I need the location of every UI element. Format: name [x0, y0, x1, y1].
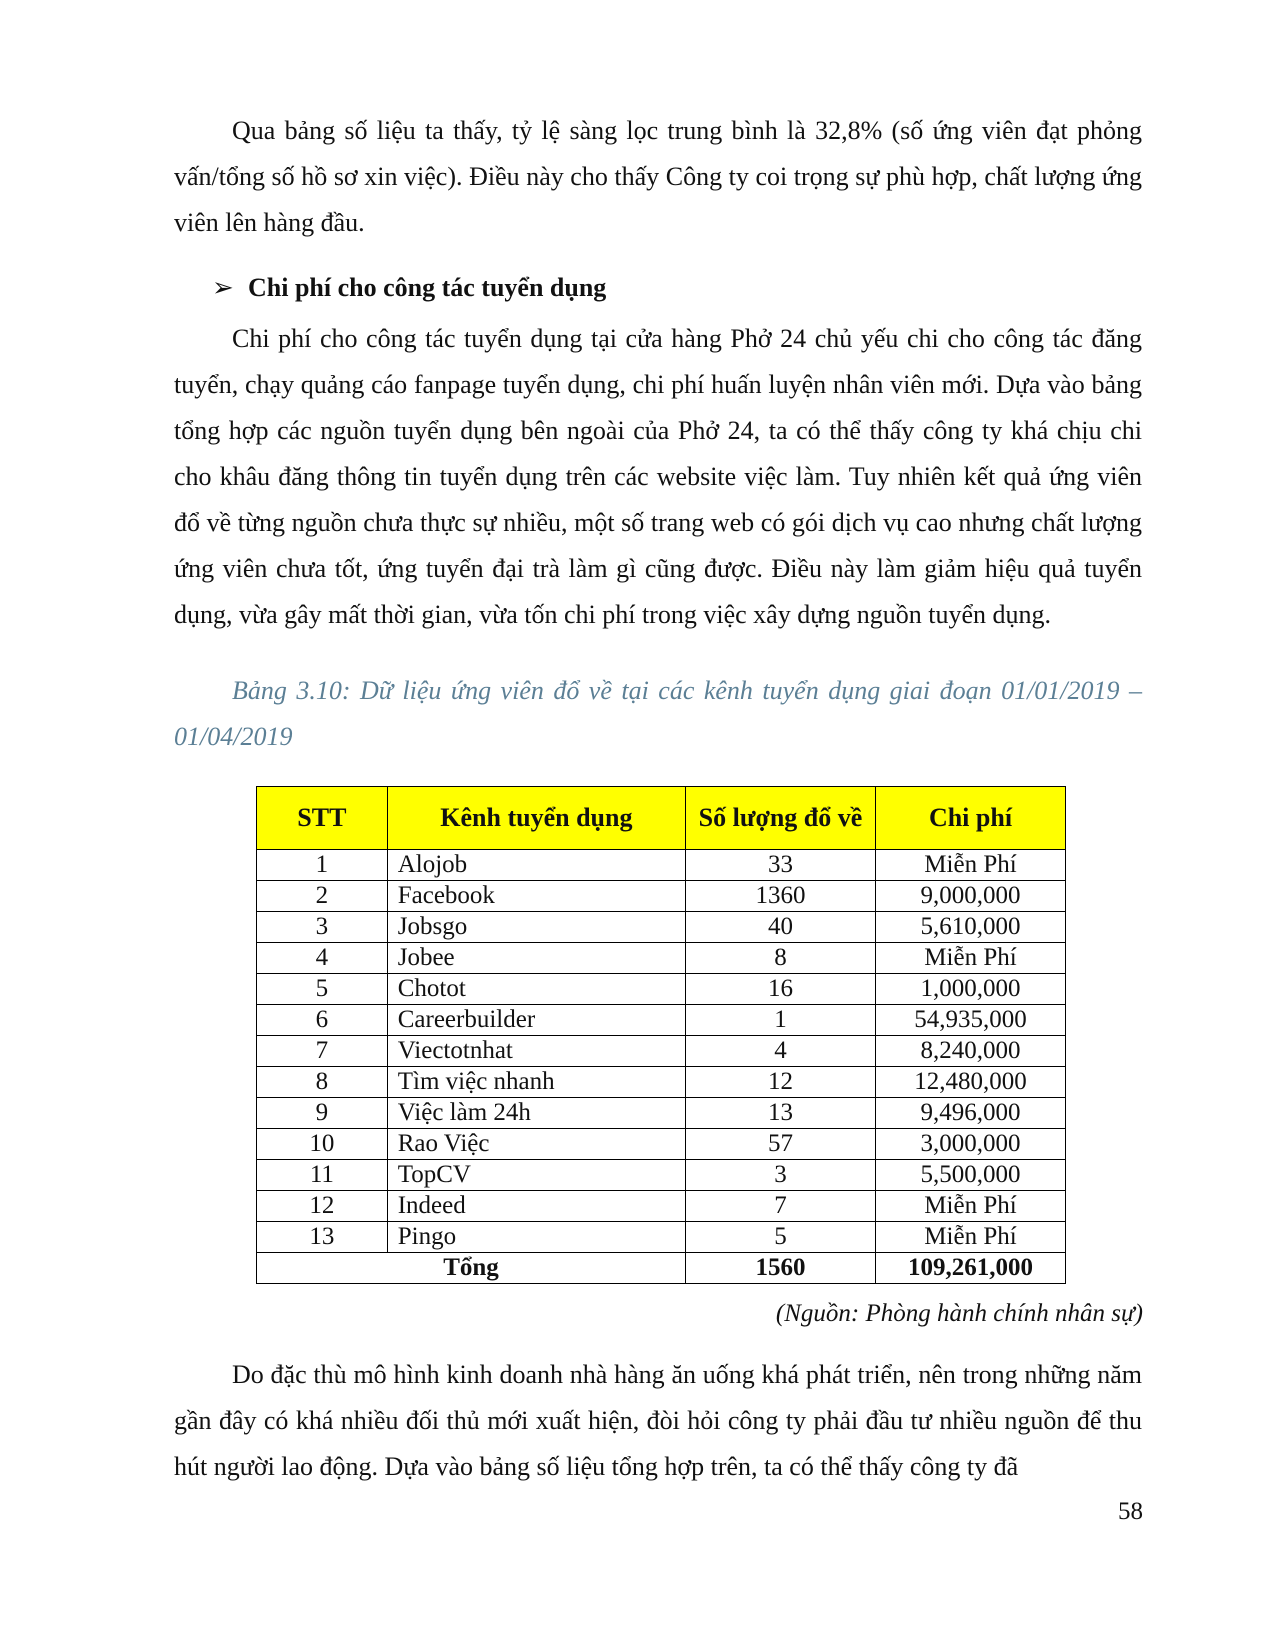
- cell-stt: 1: [257, 850, 388, 881]
- recruitment-channels-table: [256, 786, 1066, 1284]
- cell-cost: 5,500,000: [875, 1160, 1065, 1191]
- page-number: 58: [1118, 1498, 1143, 1525]
- cell-stt: 6: [257, 1005, 388, 1036]
- cell-channel: Pingo: [387, 1222, 685, 1253]
- cell-count: 7: [686, 1191, 876, 1222]
- section-heading-text: Chi phí cho công tác tuyển dụng: [248, 273, 607, 302]
- cell-channel: TopCV: [387, 1160, 685, 1191]
- cell-cost: Miễn Phí: [875, 943, 1065, 974]
- cell-cost: Miễn Phí: [875, 1222, 1065, 1253]
- cell-cost: 12,480,000: [875, 1067, 1065, 1098]
- cell-count: 40: [686, 912, 876, 943]
- cell-stt: 4: [257, 943, 388, 974]
- cell-count: 1: [686, 1005, 876, 1036]
- header-count: Số lượng đổ về: [686, 787, 876, 850]
- cell-channel: Alojob: [387, 850, 685, 881]
- cell-channel: Jobsgo: [387, 912, 685, 943]
- table-row: [257, 881, 1066, 912]
- arrow-bullet-icon: ➢: [212, 273, 234, 302]
- cell-cost: Miễn Phí: [875, 850, 1065, 881]
- cell-channel: Careerbuilder: [387, 1005, 685, 1036]
- cell-cost: Miễn Phí: [875, 1191, 1065, 1222]
- table-caption: Bảng 3.10: Dữ liệu ứng viên đổ về tại các kênh tuyển dụng giai đoạn 01/01/2019 – 01/04/2019: [174, 676, 1142, 751]
- cell-count: 4: [686, 1036, 876, 1067]
- table-row: [257, 1129, 1066, 1160]
- table-row: [257, 850, 1066, 881]
- cell-stt: 8: [257, 1067, 388, 1098]
- table-row: [257, 974, 1066, 1005]
- table-total-row: [257, 1253, 1066, 1284]
- cell-channel: Việc làm 24h: [387, 1098, 685, 1129]
- section-heading: [212, 268, 606, 308]
- paragraph-screening-rate: Qua bảng số liệu ta thấy, tỷ lệ sàng lọc trung bình là 32,8% (số ứng viên đạt phỏng vấn/tổng số hồ sơ xin việc). Điều này cho thấy Công ty coi trọng sự phù hợp, chất lượng ứng viên lên hàng đầu.: [174, 116, 1142, 237]
- cell-channel: Indeed: [387, 1191, 685, 1222]
- cell-cost: 5,610,000: [875, 912, 1065, 943]
- total-count: 1560: [686, 1253, 876, 1284]
- table-row: [257, 1222, 1066, 1253]
- cell-stt: 7: [257, 1036, 388, 1067]
- table-row: [257, 1067, 1066, 1098]
- cell-count: 33: [686, 850, 876, 881]
- cell-channel: Facebook: [387, 881, 685, 912]
- cell-channel: Chotot: [387, 974, 685, 1005]
- table-row: [257, 1005, 1066, 1036]
- header-channel: Kênh tuyển dụng: [387, 787, 685, 850]
- cell-channel: Rao Việc: [387, 1129, 685, 1160]
- header-stt: STT: [257, 787, 388, 850]
- cell-count: 5: [686, 1222, 876, 1253]
- table-row: [257, 1191, 1066, 1222]
- cell-cost: 1,000,000: [875, 974, 1065, 1005]
- cell-stt: 12: [257, 1191, 388, 1222]
- table-row: [257, 943, 1066, 974]
- table-header-row: [257, 787, 1066, 850]
- cell-count: 3: [686, 1160, 876, 1191]
- cell-stt: 11: [257, 1160, 388, 1191]
- cell-channel: Jobee: [387, 943, 685, 974]
- cell-stt: 5: [257, 974, 388, 1005]
- total-label: Tổng: [257, 1253, 686, 1284]
- cell-cost: 8,240,000: [875, 1036, 1065, 1067]
- cell-channel: Tìm việc nhanh: [387, 1067, 685, 1098]
- table-row: [257, 1098, 1066, 1129]
- cell-stt: 10: [257, 1129, 388, 1160]
- cell-count: 12: [686, 1067, 876, 1098]
- cell-count: 13: [686, 1098, 876, 1129]
- table-row: [257, 1036, 1066, 1067]
- cell-stt: 2: [257, 881, 388, 912]
- table-row: [257, 912, 1066, 943]
- total-cost: 109,261,000: [875, 1253, 1065, 1284]
- cell-stt: 13: [257, 1222, 388, 1253]
- cell-cost: 9,000,000: [875, 881, 1065, 912]
- cell-cost: 3,000,000: [875, 1129, 1065, 1160]
- cell-cost: 9,496,000: [875, 1098, 1065, 1129]
- cell-channel: Viectotnhat: [387, 1036, 685, 1067]
- table-source-note: (Nguồn: Phòng hành chính nhân sự): [775, 1300, 1143, 1327]
- cell-stt: 3: [257, 912, 388, 943]
- paragraph-competition: Do đặc thù mô hình kinh doanh nhà hàng ăn uống khá phát triển, nên trong những năm gần đây có khá nhiều đối thủ mới xuất hiện, đòi hỏi công ty phải đầu tư nhiều nguồn để thu hút người lao động. Dựa vào bảng số liệu tổng hợp trên, ta có thể thấy công ty đã: [174, 1360, 1142, 1481]
- cell-cost: 54,935,000: [875, 1005, 1065, 1036]
- header-cost: Chi phí: [875, 787, 1065, 850]
- cell-stt: 9: [257, 1098, 388, 1129]
- cell-count: 1360: [686, 881, 876, 912]
- paragraph-recruitment-cost: Chi phí cho công tác tuyển dụng tại cửa hàng Phở 24 chủ yếu chi cho công tác đăng tuyển, chạy quảng cáo fanpage tuyển dụng, chi phí huấn luyện nhân viên mới. Dựa vào bảng tổng hợp các nguồn tuyển dụng bên ngoài của Phở 24, ta có thể thấy công ty khá chịu chi cho khâu đăng thông tin tuyển dụng trên các website việc làm. Tuy nhiên kết quả ứng viên đổ về từng nguồn chưa thực sự nhiều, một số trang web có gói dịch vụ cao nhưng chất lượng ứng viên chưa tốt, ứng tuyển đại trà làm gì cũng được. Điều này làm giảm hiệu quả tuyển dụng, vừa gây mất thời gian, vừa tốn chi phí trong việc xây dựng nguồn tuyển dụng.: [174, 324, 1142, 629]
- cell-count: 57: [686, 1129, 876, 1160]
- table-row: [257, 1160, 1066, 1191]
- cell-count: 8: [686, 943, 876, 974]
- cell-count: 16: [686, 974, 876, 1005]
